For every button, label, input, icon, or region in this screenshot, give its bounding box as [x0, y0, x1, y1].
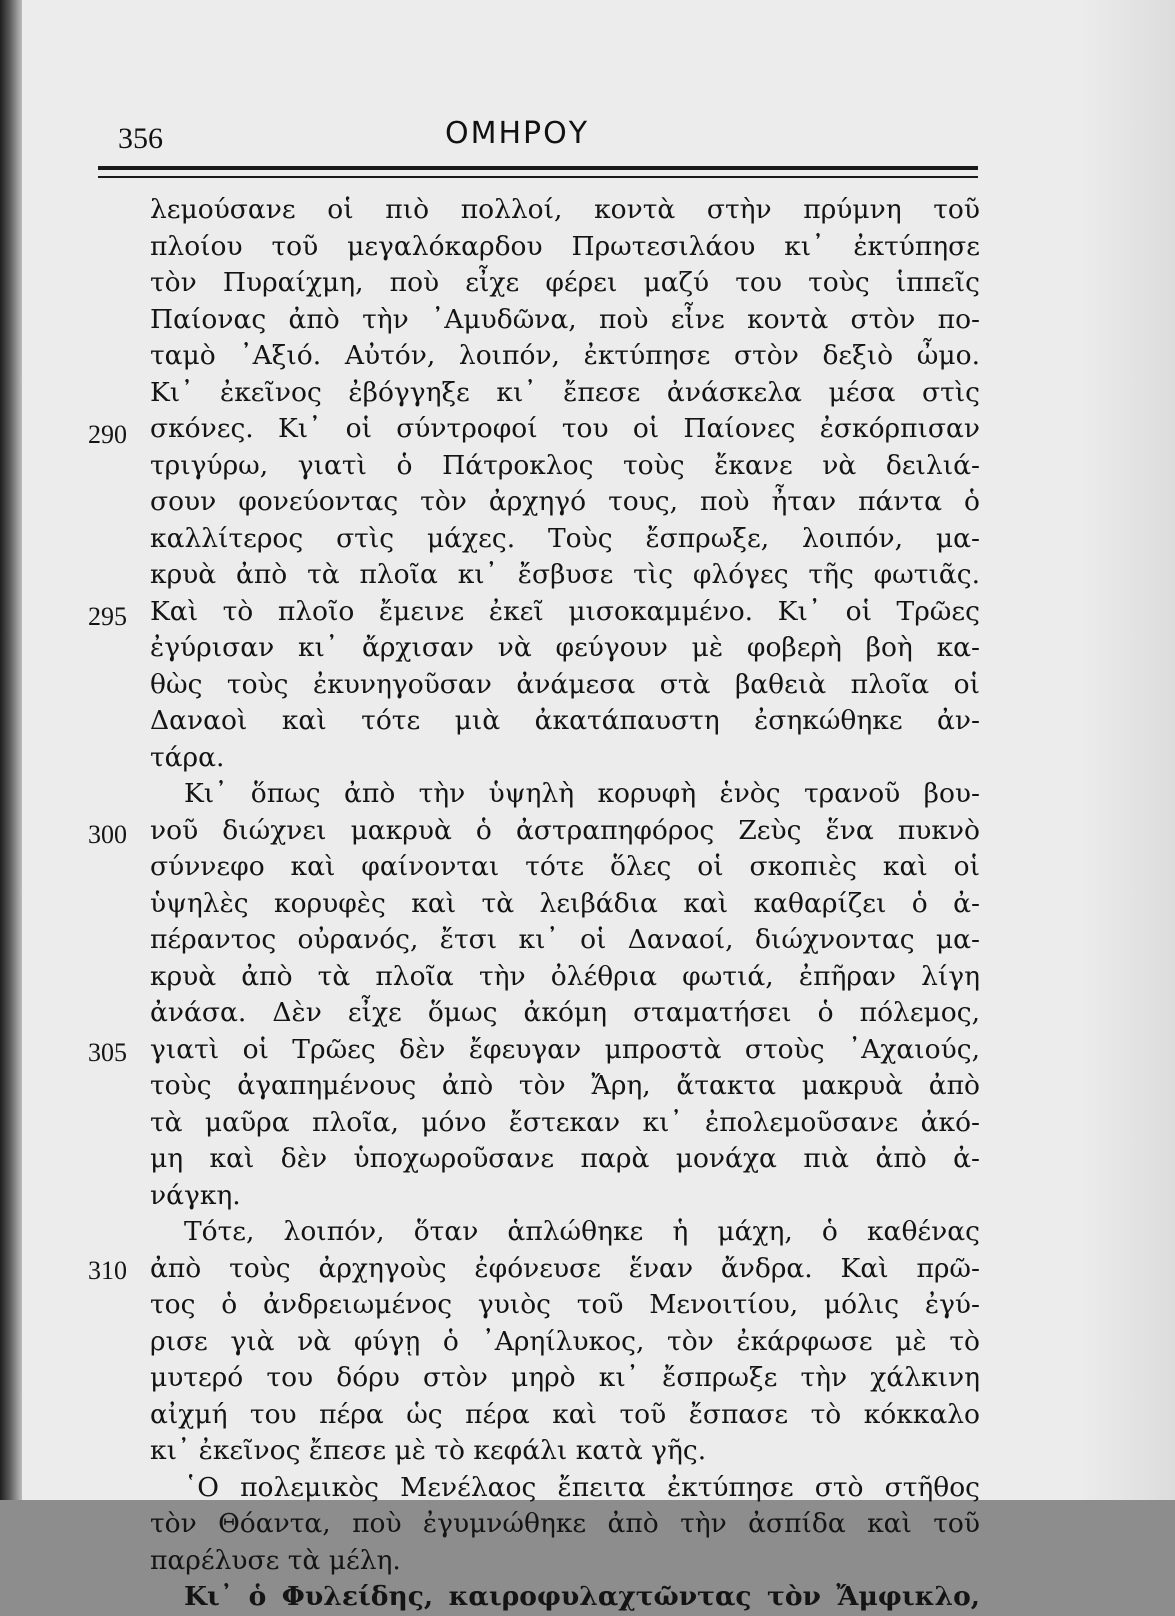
text-line: θὼς τοὺς ἐκυνηγοῦσαν ἀνάμεσα στὰ βαθειὰ πλοῖα οἱ: [150, 668, 980, 700]
text-line: μυτερό του δόρυ στὸν μηρὸ κι᾿ ἔσπρωξε τὴν χάλκινη: [150, 1362, 980, 1393]
line-number-300: 300: [88, 820, 127, 849]
text-line: τος ὁ ἀνδρειωμένος γυιὸς τοῦ Μενοιτίου, μόλις ἐγύ-: [150, 1289, 980, 1320]
text-line: μη καὶ δὲν ὑποχωροῦσανε παρὰ μονάχα πιὰ ἀπὸ ἀ-: [150, 1143, 980, 1174]
text-line: κι᾿ ἐκεῖνος ἔπεσε μὲ τὸ κεφάλι κατὰ γῆς.: [150, 1435, 707, 1466]
text-line: ὑψηλὲς κορυφὲς καὶ τὰ λειβάδια καὶ καθαρίζει ὁ ἀ-: [150, 887, 980, 919]
paragraph-start: Κι᾿ ὅπως ἀπὸ τὴν ὑψηλὴ κορυφὴ ἑνὸς τρανοῦ βου-: [184, 778, 980, 809]
text-line: τὰ μαῦρα πλοῖα, μόνο ἔστεκαν κι᾿ ἐπολεμοῦσανε ἀκό-: [150, 1106, 980, 1138]
text-line: τριγύρω, γιατὶ ὁ Πάτροκλος τοὺς ἔκανε νὰ δειλιά-: [150, 449, 980, 481]
page-number: 356: [118, 122, 163, 155]
line-number-295: 295: [88, 602, 127, 631]
text-line: ἀπὸ τοὺς ἀρχηγοὺς ἐφόνευσε ἕναν ἄνδρα. Καὶ πρῶ-: [150, 1252, 980, 1284]
text-line: νοῦ διώχνει μακρυὰ ὁ ἀστραπηφόρος Ζεὺς ἕνα πυκνὸ: [150, 814, 980, 846]
text-line: ταμὸ ᾿Αξιό. Αὐτόν, λοιπόν, ἐκτύπησε στὸν δεξιὸ ὦμο.: [150, 340, 980, 371]
text-line: κρυὰ ἀπὸ τὰ πλοῖα κι᾿ ἔσβυσε τὶς φλόγες τῆς φωτιᾶς.: [150, 559, 980, 590]
text-line: τάρα.: [150, 741, 225, 773]
text-line: παρέλυσε τὰ μέλη.: [150, 1544, 401, 1576]
text-line: κρυὰ ἀπὸ τὰ πλοῖα τὴν ὀλέθρια φωτιά, ἐπῆραν λίγη: [150, 960, 980, 992]
text-line: ἐγύρισαν κι᾿ ἄρχισαν νὰ φεύγουν μὲ φοβερὴ βοὴ κα-: [150, 632, 980, 663]
text-line: τὸν Πυραίχμη, ποὺ εἶχε φέρει μαζύ του τοὺς ἱππεῖς: [150, 267, 980, 298]
text-line: λεμούσανε οἱ πιὸ πολλοί, κοντὰ στὴν πρύμνη τοῦ: [150, 194, 980, 225]
text-line: νάγκη.: [150, 1179, 241, 1211]
text-line: καλλίτερος στὶς μάχες. Τοὺς ἔσπρωξε, λοιπόν, μα-: [150, 522, 980, 554]
text-line: Δαναοὶ καὶ τότε μιὰ ἀκατάπαυστη ἐσηκώθηκε ἀν-: [150, 705, 980, 736]
binding-gutter: [0, 0, 22, 1500]
text-line: γιατὶ οἱ Τρῶες δὲν ἔφευγαν μπροστὰ στοὺς ᾿Αχαιούς,: [150, 1033, 980, 1065]
text-line: Παίονας ἀπὸ τὴν ᾿Αμυδῶνα, ποὺ εἶνε κοντὰ στὸν πο-: [150, 303, 980, 335]
text-line: αἰχμή του πέρα ὡς πέρα καὶ τοῦ ἔσπασε τὸ κόκκαλο: [150, 1398, 980, 1430]
body-text: [150, 192, 980, 1616]
text-line: σουν φονεύοντας τὸν ἀρχηγό τους, ποὺ ἦταν πάντα ὁ: [150, 486, 980, 517]
line-number-290: 290: [88, 420, 127, 449]
paragraph-start: Κι᾿ ὁ Φυλείδης, καιροφυλαχτῶντας τὸν Ἄμφικλο,: [184, 1581, 980, 1612]
line-number-305: 305: [88, 1038, 127, 1067]
page-edge-shadow: [1080, 0, 1175, 1500]
header-rule: [98, 166, 978, 170]
text-line: πέραντος οὐρανός, ἔτσι κι᾿ οἱ Δαναοί, διώχνοντας μα-: [150, 924, 980, 955]
text-line: Καὶ τὸ πλοῖο ἔμεινε ἐκεῖ μισοκαμμένο. Κι᾿ οἱ Τρῶες: [150, 595, 980, 627]
header-rule-thin: [98, 176, 978, 178]
text-line: τοὺς ἀγαπημένους ἀπὸ τὸν Ἄρη, ἄτακτα μακρυὰ ἀπὸ: [150, 1070, 980, 1101]
text-line: ἀνάσα. Δὲν εἶχε ὅμως ἀκόμη σταματήσει ὁ πόλεμος,: [150, 997, 980, 1028]
paragraph-start: ῾Ο πολεμικὸς Μενέλαος ἔπειτα ἐκτύπησε στὸ στῆθος: [184, 1471, 980, 1503]
running-head: ΟΜΗΡΟΥ: [445, 116, 590, 151]
text-line: Κι᾿ ἐκεῖνος ἐβόγγηξε κι᾿ ἔπεσε ἀνάσκελα μέσα στὶς: [150, 376, 980, 408]
paragraph-start: Τότε, λοιπόν, ὅταν ἁπλώθηκε ἡ μάχη, ὁ καθένας: [184, 1216, 980, 1247]
text-line: πλοίου τοῦ μεγαλόκαρδου Πρωτεσιλάου κι᾿ ἐκτύπησε: [150, 230, 980, 262]
text-line: ρισε γιὰ νὰ φύγῃ ὁ ᾿Αρηίλυκος, τὸν ἐκάρφωσε μὲ τὸ: [150, 1325, 980, 1357]
text-line: σκόνες. Κι᾿ οἱ σύντροφοί του οἱ Παίονες ἐσκόρπισαν: [150, 413, 980, 444]
text-line: τὸν Θόαντα, ποὺ ἐγυμνώθηκε ἀπὸ τὴν ἀσπίδα καὶ τοῦ: [150, 1508, 980, 1539]
text-line: σύννεφο καὶ φαίνονται τότε ὅλες οἱ σκοπιὲς καὶ οἱ: [150, 851, 980, 882]
line-number-310: 310: [88, 1256, 127, 1285]
